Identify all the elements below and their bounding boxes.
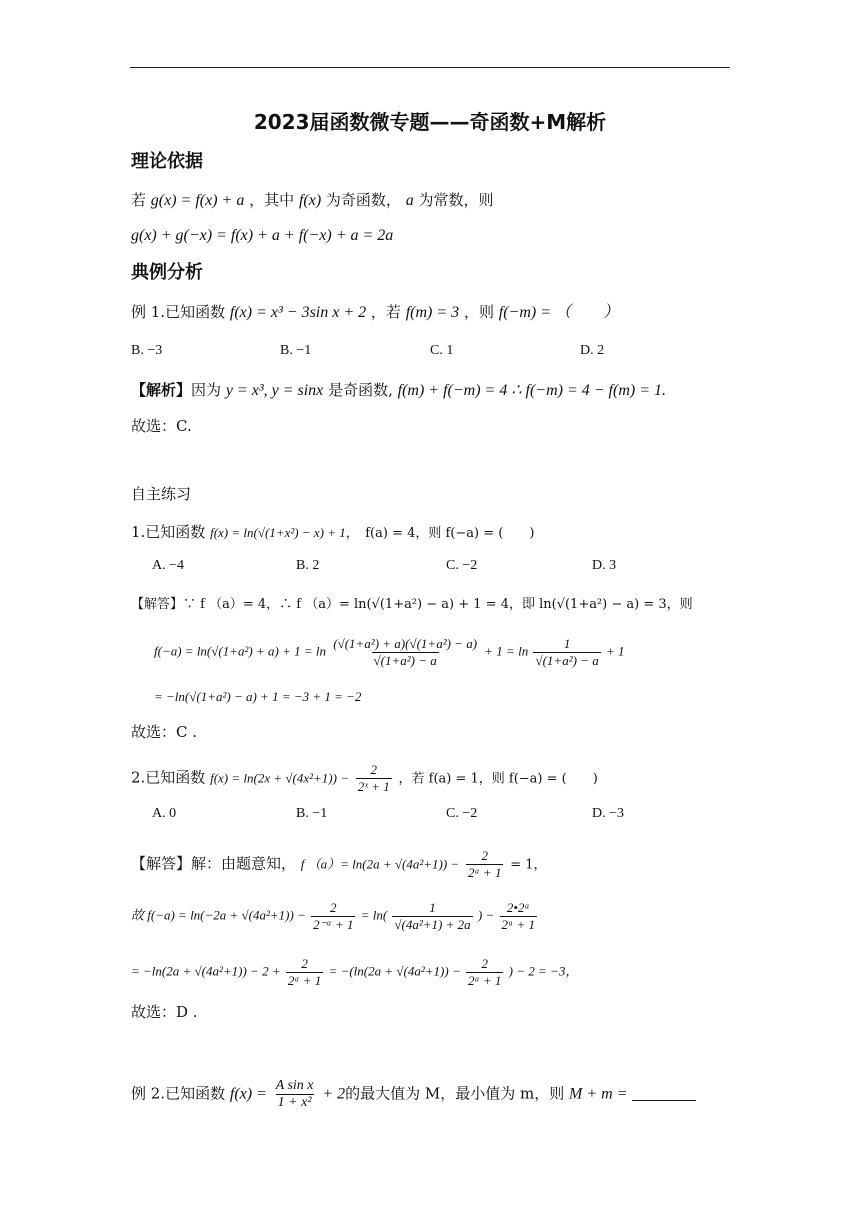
- example1-sol-text1: 因为: [191, 381, 222, 399]
- example1-func: f(x) = x³ − 3sin x + 2: [229, 304, 367, 321]
- p1-sol2-mid: + 1 = ln: [484, 643, 529, 659]
- p2-sol2-mid: = ln(: [360, 907, 388, 923]
- p1-sol2-den: √(1+a²) − a: [373, 653, 437, 668]
- header-rule: [130, 67, 730, 68]
- p1-choice-2: B. 2: [296, 558, 320, 573]
- p1-question: [131, 522, 534, 544]
- p1-answer: 故选：C .: [131, 723, 198, 741]
- p2-sol2-frac-1: [311, 900, 355, 933]
- example2-question: [131, 1078, 696, 1111]
- p2-answer: 故选：D .: [131, 1003, 198, 1021]
- section-heading-examples: 典例分析: [131, 262, 203, 283]
- p2-cond: ，若 f(a) = 1，则 f(−a) = ( ): [398, 771, 598, 787]
- p1-cond: ， f(a) = 4，则 f(−a) = ( ): [345, 526, 535, 541]
- example2-func-end: + 2: [322, 1085, 346, 1103]
- p1-choice-4: D. 3: [592, 558, 617, 573]
- example2-den: 1 + x²: [277, 1095, 312, 1110]
- example2-ask: M + m =: [569, 1085, 628, 1103]
- p2-choice-3: C. −2: [446, 806, 478, 821]
- example1-cond: f(m) = 3: [405, 304, 460, 321]
- example1-choice-2: B. −1: [280, 343, 312, 358]
- p2-sol-line-3: [131, 956, 578, 989]
- p1-choice-3: C. −2: [446, 558, 478, 573]
- p2-sol2-den2: √(4a²+1) + 2a: [394, 917, 471, 932]
- theory-mid: ，其中: [249, 191, 295, 209]
- practice-heading: 自主练习: [131, 485, 192, 503]
- example1-solution: [131, 380, 666, 401]
- p2-sol2-frac-2: [392, 900, 472, 933]
- section-heading-theory: 理论依据: [131, 151, 203, 172]
- p2-sol3-den: 2ᵃ + 1: [287, 973, 322, 988]
- theory-prefix: 若: [131, 191, 147, 209]
- theory-line-1: [131, 190, 494, 211]
- p1-sol-line-1: 【解答】∵ f （a）= 4，∴ f （a）= ln(√(1+a²) − a) + 1 = 4，即 ln(√(1+a²) − a) = 3，则: [131, 597, 693, 612]
- p1-sol2-den2: √(1+a²) − a: [535, 653, 599, 668]
- p2-sol3-left: = −ln(2a + √(4a²+1)) − 2 +: [131, 963, 281, 979]
- example2-answer-blank[interactable]: [632, 1086, 696, 1101]
- example2-func-left: f(x) =: [229, 1085, 267, 1103]
- theory-formula: g(x) = f(x) + a: [150, 192, 245, 209]
- p2-label: 2.已知函数: [131, 768, 206, 787]
- page-title: 2023届函数微专题——奇函数+M解析: [253, 110, 607, 134]
- p2-sol-line-2: [131, 900, 539, 933]
- p1-func: f(x) = ln(√(1+x²) − x) + 1: [210, 525, 346, 540]
- example1-choice-4: D. 2: [580, 343, 605, 358]
- example2-num: A sin x: [275, 1078, 314, 1093]
- p2-sol1-end: = 1，: [510, 857, 547, 873]
- p2-choice-1: A. 0: [152, 806, 177, 821]
- p1-sol2-num: (√(1+a²) + a)(√(1+a²) − a): [333, 636, 478, 651]
- p2-choice-4: D. −3: [592, 806, 625, 821]
- p2-sol1-frac: [466, 848, 503, 881]
- p1-sol-line-2: [154, 636, 624, 669]
- p2-num: 2: [370, 762, 377, 777]
- p2-sol-line-1: [131, 848, 547, 881]
- example1-choice-1: B. −3: [131, 343, 163, 358]
- example1-cond-text: ，若: [370, 303, 401, 321]
- p1-sol2-frac-1: [331, 636, 479, 669]
- p1-sol-line-3: = −ln(√(1+a²) − a) + 1 = −3 + 1 = −2: [154, 689, 362, 704]
- p2-sol2-den: 2⁻ᵃ + 1: [313, 917, 354, 932]
- p2-sol2-den3: 2ᵃ + 1: [501, 917, 535, 932]
- p2-frac: [356, 762, 392, 795]
- p2-sol2-left: 故 f(−a) = ln(−2a + √(4a²+1)) −: [131, 907, 306, 923]
- p2-sol3-den2: 2ᵃ + 1: [467, 973, 502, 988]
- p1-sol2-end: + 1: [605, 643, 625, 659]
- theory-line-2: g(x) + g(−x) = f(x) + a + f(−x) + a = 2a: [131, 227, 394, 244]
- example1-choice-3: C. 1: [430, 343, 454, 358]
- example1-sol-func: y = x³, y = sinx: [225, 382, 324, 399]
- p2-sol1-num: 2: [481, 848, 488, 863]
- p1-label: 1.已知函数: [131, 523, 206, 541]
- theory-fx: f(x): [298, 192, 322, 209]
- theory-text3: 为常数，则: [418, 191, 494, 209]
- theory-text2: 为奇函数，: [325, 191, 401, 209]
- p2-sol2-num: 2: [330, 900, 337, 915]
- p1-choice-1: A. −4: [152, 558, 185, 573]
- example2-label: 例 2.已知函数: [131, 1084, 226, 1103]
- p2-sol3-frac-1: [286, 956, 323, 989]
- p2-sol1-den: 2ᵃ + 1: [468, 865, 502, 880]
- p1-sol2-num2: 1: [563, 636, 571, 651]
- p2-sol2-num3: 2•2ᵃ: [506, 900, 530, 915]
- example1-then-text: ，则: [463, 303, 494, 321]
- example1-answer: 故选：C.: [131, 417, 192, 435]
- p1-sol2-left: f(−a) = ln(√(1+a²) + a) + 1 = ln: [154, 643, 326, 659]
- example1-sol-text2: 是奇函数,: [328, 381, 393, 399]
- example1-label: 例 1.已知函数: [131, 303, 226, 321]
- theory-a: a: [405, 192, 414, 209]
- p2-den: 2ˣ + 1: [357, 779, 390, 794]
- example1-question: [131, 302, 619, 323]
- p2-sol3-end: ) − 2 = −3，: [508, 963, 579, 979]
- example1-sol-eq: f(m) + f(−m) = 4 ∴ f(−m) = 4 − f(m) = 1.: [397, 382, 667, 399]
- p2-sol2-frac-3: [500, 900, 537, 933]
- p2-sol3-mid: = −(ln(2a + √(4a²+1)) −: [328, 963, 461, 979]
- p2-sol2-num2: 1: [429, 900, 436, 915]
- p2-sol1: f （a）= ln(2a + √(4a²+1)) −: [300, 856, 460, 872]
- example2-text: 的最大值为 M，最小值为 m，则: [345, 1084, 565, 1103]
- p2-func-left: f(x) = ln(2x + √(4x²+1)) −: [210, 770, 349, 786]
- example1-sol-label: 【解析】: [131, 381, 192, 399]
- p2-sol3-num: 2: [301, 956, 308, 971]
- p2-sol3-num2: 2: [481, 956, 488, 971]
- p2-question: [131, 762, 598, 795]
- p2-sol-label: 【解答】解：由题意知，: [131, 854, 297, 873]
- p1-sol2-frac-2: [533, 636, 600, 669]
- p2-sol2-mid2: ) −: [477, 907, 495, 923]
- example1-ask: f(−m) = （ ）: [498, 304, 620, 321]
- p2-choice-2: B. −1: [296, 806, 328, 821]
- p2-sol3-frac-2: [466, 956, 503, 989]
- example2-frac: [274, 1078, 316, 1111]
